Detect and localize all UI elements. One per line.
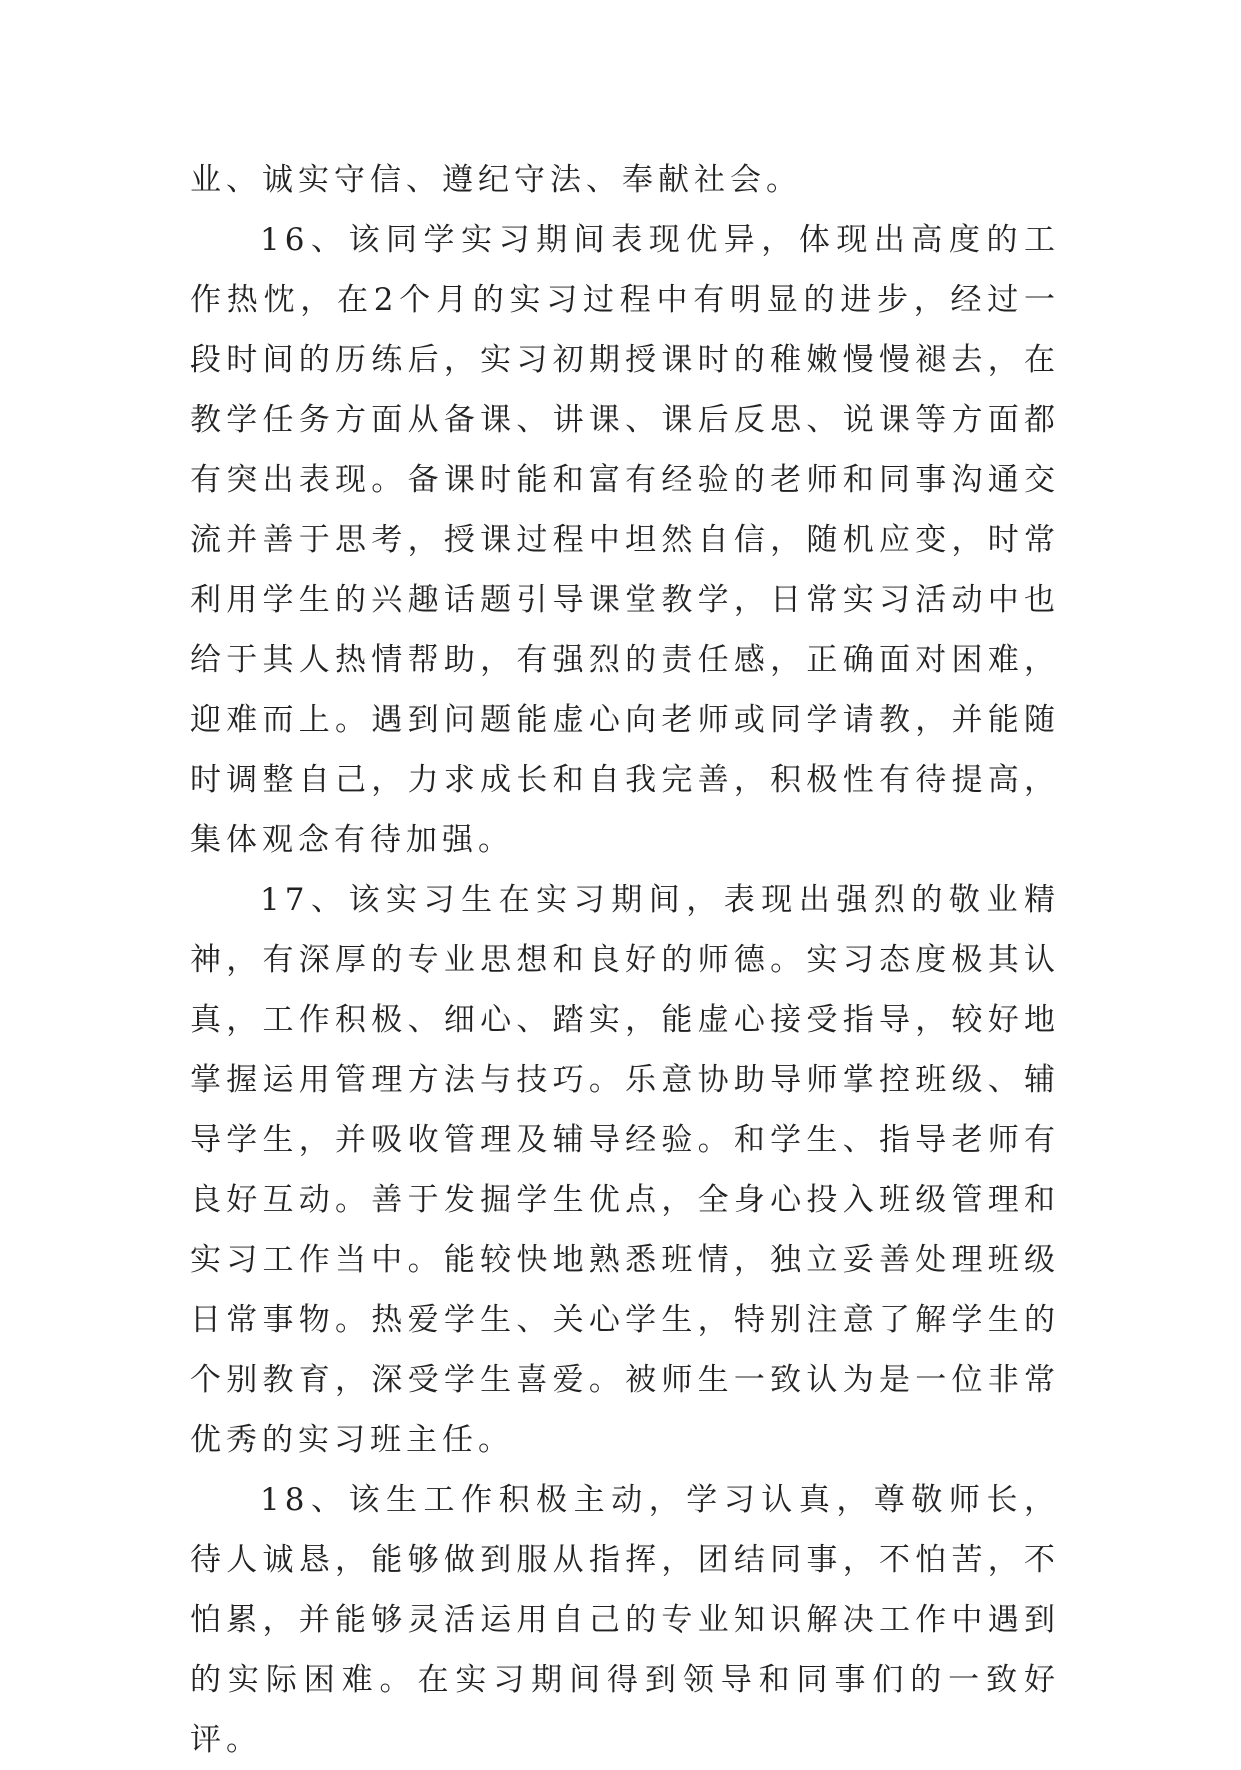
paragraph-continuation: 业、诚实守信、遵纪守法、奉献社会。 (190, 162, 802, 198)
document-body (190, 150, 1060, 1770)
paragraph-item-17: 17、该实习生在实习期间，表现出强烈的敬业精神，有深厚的专业思想和良好的师德。实习态度极其认真，工作积极、细心、踏实，能虚心接受指导，较好地掌握运用管理方法与技巧。乐意协助导师掌控班级、辅导学生，并吸收管理及辅导经验。和学生、指导老师有良好互动。善于发掘学生优点，全身心投入班级管理和实习工作当中。能较快地熟悉班情，独立妥善处理班级日常事物。热爱学生、关心学生，特别注意了解学生的个别教育，深受学生喜爱。被师生一致认为是一位非常优秀的实习班主任。 (190, 882, 1060, 1458)
paragraph-item-18: 18、该生工作积极主动，学习认真，尊敬师长，待人诚恳，能够做到服从指挥，团结同事，不怕苦，不怕累，并能够灵活运用自己的专业知识解决工作中遇到的实际困难。在实习期间得到领导和同事们的一致好评。 (190, 1482, 1060, 1758)
paragraph-item-16: 16、该同学实习期间表现优异，体现出高度的工作热忱，在2个月的实习过程中有明显的进步，经过一段时间的历练后，实习初期授课时的稚嫩慢慢褪去，在教学任务方面从备课、讲课、课后反思、说课等方面都有突出表现。备课时能和富有经验的老师和同事沟通交流并善于思考，授课过程中坦然自信，随机应变，时常利用学生的兴趣话题引导课堂教学，日常实习活动中也给于其人热情帮助，有强烈的责任感，正确面对困难，迎难而上。遇到问题能虚心向老师或同学请教，并能随时调整自己，力求成长和自我完善，积极性有待提高，集体观念有待加强。 (190, 222, 1060, 858)
